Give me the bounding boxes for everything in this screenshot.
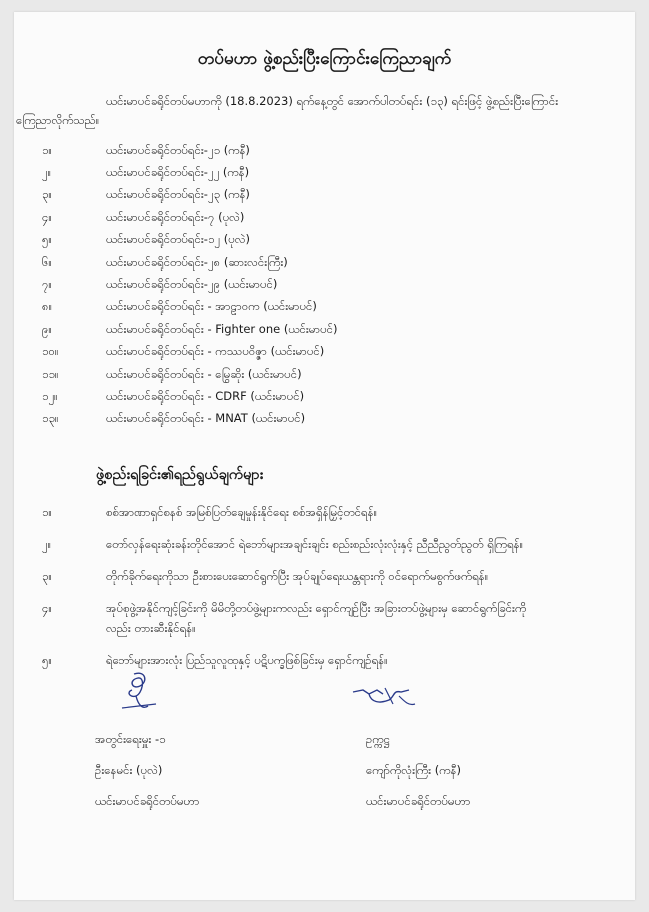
list-item: [42, 162, 602, 184]
list-item: [42, 274, 602, 296]
item-text: ယင်းမာပင်ခရိုင်တပ်ရင်း-၂၂ (ကနီ): [106, 165, 250, 180]
item-text: ယင်းမာပင်ခရိုင်တပ်ရင်း - ကဿပဝိဇ္ဇာ (ယင်းမာပင်): [106, 344, 325, 359]
list-item: [42, 534, 612, 554]
item-text: ယင်းမာပင်ခရိုင်တပ်ရင်း - MNAT (ယင်းမာပင်): [106, 411, 306, 426]
document-title: တပ်မဟာ ဖွဲ့စည်းပြီးကြောင်းကြေညာချက်: [197, 49, 452, 69]
left-signatory: [95, 729, 199, 822]
signatory-role: အတွင်းရေးမှူး -၁: [95, 732, 166, 746]
item-text: ယင်းမာပင်ခရိုင်တပ်ရင်း - မြွေဆိုး (ယင်းမာပင်): [106, 366, 302, 381]
item-text: ယင်းမာပင်ခရိုင်တပ်ရင်း - အာဠာဝက (ယင်းမာပင်): [106, 299, 317, 314]
item-line: ရဲဘော်များအားလုံး ပြည်သူလူထုနှင့် ပဋိပက္ခဖြစ်ခြင်းမှ ရှောင်ကျဉ်ရန်။: [106, 653, 388, 667]
item-number: ၁၂။: [42, 388, 58, 403]
item-text: [106, 534, 612, 554]
right-signatory: [366, 729, 470, 822]
item-number: ၁၁။: [42, 366, 59, 381]
item-number: ၃။: [42, 187, 52, 202]
item-line: တော်လှန်ရေးဆုံးခန်းတိုင်အောင် ရဲဘော်များအချင်းချင်း စည်းစည်းလုံးလုံးနှင့် ညီညီညွတ်ညွတ် ရှိကြရန်။: [106, 537, 524, 551]
list-item: [42, 342, 602, 364]
item-number: ၁။: [42, 505, 52, 519]
item-line: စစ်အာဏာရှင်စနစ် အမြစ်ပြတ်ချေမှုန်းနိုင်ရေး စစ်အရှိန်မြှင့်တင်ရန်။: [106, 505, 378, 519]
signatory-name: ဦးနေမင်း (ပုလဲ): [95, 763, 163, 777]
list-item: [42, 502, 612, 522]
signatory-name: ကျော်ကိုလုံးကြီး (ကနီ): [366, 763, 461, 777]
list-item: [42, 207, 602, 229]
item-number: ၃။: [42, 569, 52, 583]
list-item: [42, 598, 612, 638]
item-text: ယင်းမာပင်ခရိုင်တပ်ရင်း-၁၂ (ပုလဲ): [106, 232, 251, 247]
objectives-heading: ဖွဲ့စည်းရခြင်း၏ရည်ရွယ်ချက်များ: [96, 467, 264, 483]
list-item: [42, 140, 602, 162]
list-item: [42, 252, 602, 274]
objectives-list: [42, 502, 612, 682]
item-number: ၁။: [42, 142, 52, 157]
signatory-role: ဥက္ကဋ္ဌ: [366, 732, 390, 746]
item-number: ၄။: [42, 209, 52, 224]
item-text: [106, 566, 612, 586]
item-text: [106, 598, 612, 638]
right-signature-image: [349, 682, 429, 718]
list-item: [42, 319, 602, 341]
item-number: ၄။: [42, 601, 52, 615]
list-item: [42, 364, 602, 386]
list-item: [42, 297, 602, 319]
item-line: လည်း တားဆီးနိုင်ရန်။: [106, 621, 196, 635]
list-item: [42, 566, 612, 586]
item-number: ၂။: [42, 537, 52, 551]
item-number: ၈။: [42, 299, 53, 314]
item-text: ယင်းမာပင်ခရိုင်တပ်ရင်း - Fighter one (ယင်းမာပင်): [106, 321, 338, 336]
item-number: ၅။: [42, 653, 52, 667]
list-item: [42, 386, 602, 408]
item-number: ၁၀။: [42, 344, 59, 359]
item-text: [106, 502, 612, 522]
item-number: ၆။: [42, 254, 52, 269]
list-item: [42, 230, 602, 252]
left-signature-image: [112, 666, 172, 716]
signatory-org: ယင်းမာပင်ခရိုင်တပ်မဟာ: [95, 794, 200, 808]
item-number: ၂။: [42, 165, 52, 180]
item-line: အုပ်စုဖွဲ့အနိုင်ကျင့်ခြင်းကို မိမိတို့တပ်ဖွဲ့များကလည်း ရှောင်ကျဉ်ပြီး အခြားတပ်ဖွဲ့များမှ ဆောင်ရွက်ခြင်းကို: [106, 601, 527, 615]
item-text: ယင်းမာပင်ခရိုင်တပ်ရင်း-၂၃ (ကနီ): [106, 187, 250, 202]
list-item: [42, 409, 602, 431]
item-text: ယင်းမာပင်ခရိုင်တပ်ရင်း-၂၈ (ဆားလင်းကြီး): [106, 254, 288, 269]
signatory-org: ယင်းမာပင်ခရိုင်တပ်မဟာ: [366, 794, 471, 808]
unit-list: [42, 140, 602, 431]
item-number: ၇။: [42, 277, 52, 292]
item-text: ယင်းမာပင်ခရိုင်တပ်ရင်း-၇ (ပုလဲ): [106, 209, 245, 224]
item-text: ယင်းမာပင်ခရိုင်တပ်ရင်း-၂၁ (ကနီ): [106, 142, 250, 157]
item-number: ၅။: [42, 232, 52, 247]
item-text: ယင်းမာပင်ခရိုင်တပ်ရင်း-၂၉ (ယင်းမာပင်): [106, 277, 278, 292]
item-number: ၁၃။: [42, 411, 59, 426]
document-page: [14, 12, 635, 900]
intro-paragraph: [16, 92, 606, 130]
item-text: [106, 650, 612, 670]
intro-line-1: ယင်းမာပင်ခရိုင်တပ်မဟာကို (18.8.2023) ရက်နေ့တွင် အောက်ပါတပ်ရင်း (၁၃) ရင်းဖြင့် ဖွဲ့စည်းပြီးကြောင်း: [106, 94, 559, 108]
list-item: [42, 185, 602, 207]
item-number: ၉။: [42, 321, 52, 336]
intro-line-2: ကြေညာလိုက်သည်။: [16, 113, 100, 127]
item-text: ယင်းမာပင်ခရိုင်တပ်ရင်း - CDRF (ယင်းမာပင်): [106, 388, 305, 403]
item-line: တိုက်ခိုက်ရေးကိုသာ ဦးစားပေးဆောင်ရွက်ပြီး အုပ်ချုပ်ရေးယန္တရားကို ဝင်ရောက်မစွက်ဖက်ရန်။: [106, 569, 489, 583]
